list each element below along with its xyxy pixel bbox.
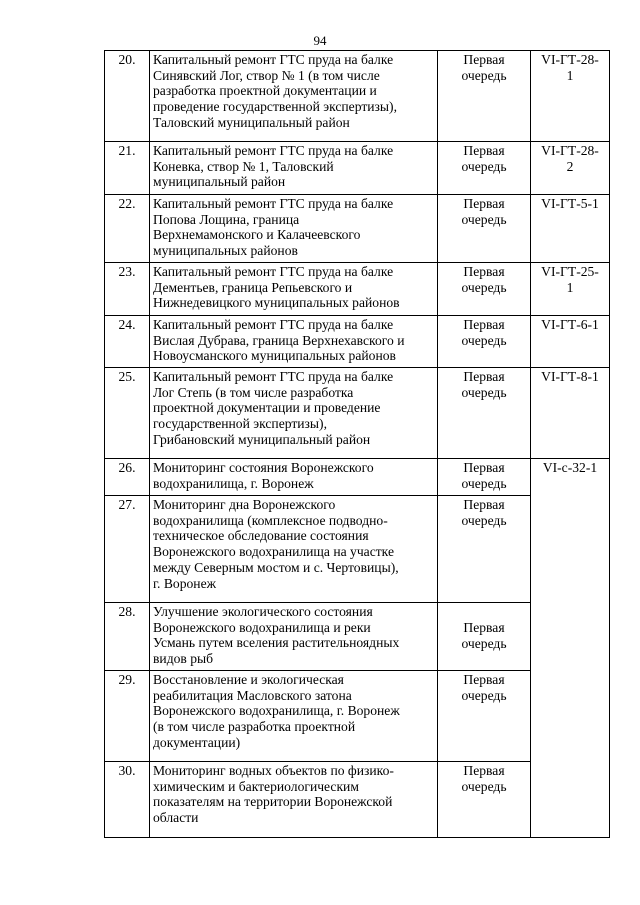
measure-name: Восстановление и экологическая реабилитация Масловского затона Воронежского водохранилища, г. Воронеж (в том числе разработка проектной документации)	[150, 671, 438, 762]
row-number: 29.	[105, 671, 150, 762]
measure-stage: Первая очередь	[438, 195, 531, 263]
measure-code: VI-ГТ-28- 1	[531, 51, 610, 142]
measure-code: VI-ГТ-8-1	[531, 368, 610, 459]
measure-stage: Первая очередь	[438, 51, 531, 142]
measure-name: Капитальный ремонт ГТС пруда на балке Коневка, створ № 1, Таловский муниципальный район	[150, 142, 438, 195]
measure-name: Улучшение экологического состояния Воронежского водохранилища и реки Усмань путем вселения растительноядных видов рыб	[150, 603, 438, 671]
table-row	[105, 195, 610, 263]
measure-name: Мониторинг состояния Воронежского водохранилища, г. Воронеж	[150, 459, 438, 496]
measure-stage: Первая очередь	[438, 142, 531, 195]
measure-stage: Первая очередь	[438, 368, 531, 459]
measure-stage: Первая очередь	[438, 603, 531, 671]
measures-table	[104, 50, 610, 838]
table-row	[105, 316, 610, 368]
row-number: 24.	[105, 316, 150, 368]
measure-stage: Первая очередь	[438, 496, 531, 603]
row-number: 22.	[105, 195, 150, 263]
measure-name: Мониторинг дна Воронежского водохранилища (комплексное подводно- техническое обследование состояния Воронежского водохранилища на участке между Северным мостом и с. Чертовицы), г. Воронеж	[150, 496, 438, 603]
table-row	[105, 368, 610, 459]
measure-name: Капитальный ремонт ГТС пруда на балке Попова Лощина, граница Верхнемамонского и Калачеевского муниципальных районов	[150, 195, 438, 263]
measure-code: VI-ГТ-6-1	[531, 316, 610, 368]
table-row	[105, 51, 610, 142]
table-row	[105, 459, 610, 496]
measure-stage: Первая очередь	[438, 263, 531, 316]
measure-stage: Первая очередь	[438, 671, 531, 762]
table-row	[105, 142, 610, 195]
row-number: 21.	[105, 142, 150, 195]
measure-stage: Первая очередь	[438, 459, 531, 496]
row-number: 30.	[105, 762, 150, 838]
row-number: 23.	[105, 263, 150, 316]
row-number: 25.	[105, 368, 150, 459]
row-number: 26.	[105, 459, 150, 496]
row-number: 27.	[105, 496, 150, 603]
row-number: 20.	[105, 51, 150, 142]
measure-name: Капитальный ремонт ГТС пруда на балке Синявский Лог, створ № 1 (в том числе разработка проектной документации и проведение государственной экспертизы), Таловский муниципальный район	[150, 51, 438, 142]
measure-stage: Первая очередь	[438, 316, 531, 368]
measure-stage: Первая очередь	[438, 762, 531, 838]
measure-name: Капитальный ремонт ГТС пруда на балке Дементьев, граница Репьевского и Нижнедевицкого муниципальных районов	[150, 263, 438, 316]
shared-measure-code: VI-с-32-1	[531, 459, 610, 838]
row-number: 28.	[105, 603, 150, 671]
measure-code: VI-ГТ-5-1	[531, 195, 610, 263]
page-number: 94	[313, 33, 327, 48]
measure-code: VI-ГТ-28- 2	[531, 142, 610, 195]
measure-code: VI-ГТ-25- 1	[531, 263, 610, 316]
measure-name: Мониторинг водных объектов по физико- химическим и бактериологическим показателям на территории Воронежской области	[150, 762, 438, 838]
table-row	[105, 263, 610, 316]
measure-name: Капитальный ремонт ГТС пруда на балке Вислая Дубрава, граница Верхнехавского и Новоусманского муниципальных районов	[150, 316, 438, 368]
measure-name: Капитальный ремонт ГТС пруда на балке Лог Степь (в том числе разработка проектной документации и проведение государственной экспертизы), Грибановский муниципальный район	[150, 368, 438, 459]
